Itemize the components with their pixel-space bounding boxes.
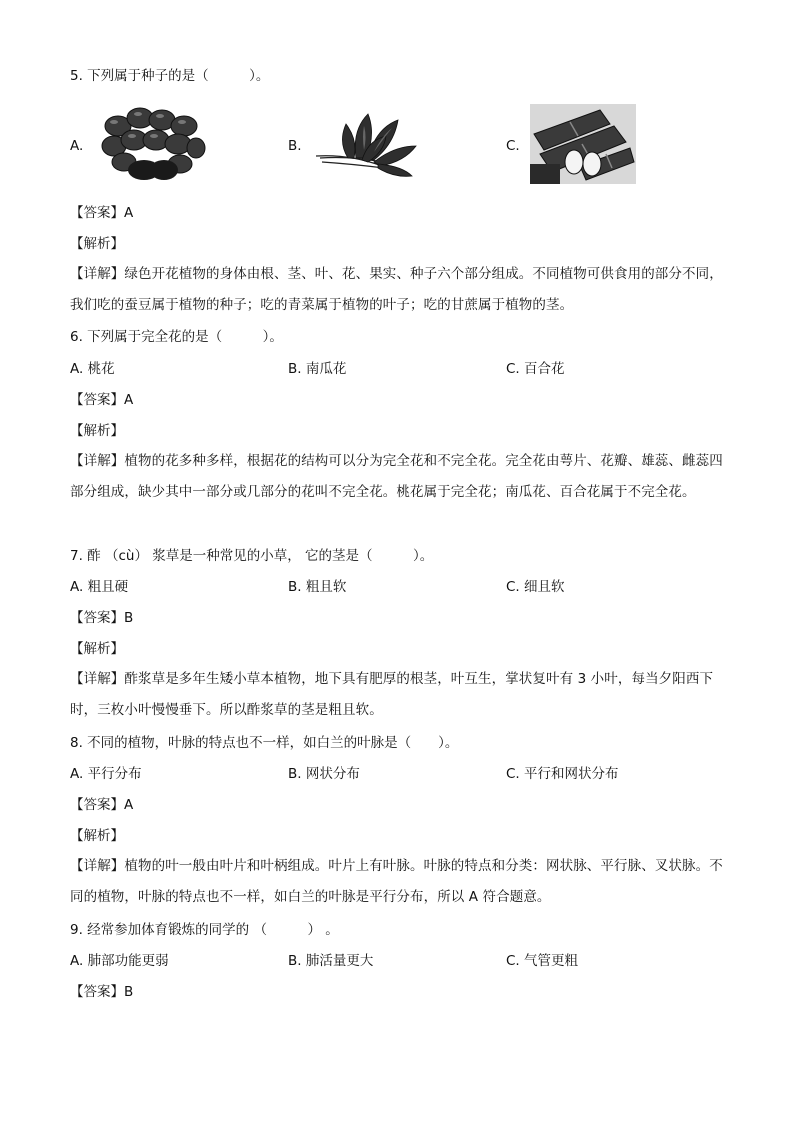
question-5-option-b-letter: B. [288, 138, 302, 154]
answer-value: B [124, 984, 134, 1000]
question-5-answer [70, 203, 133, 223]
answer-tag: 【答案】 [70, 610, 124, 626]
detail-tag: 【详解】 [70, 858, 125, 874]
question-7-analysis-tag: 【解析】 [70, 641, 124, 657]
sugarcane-photo [530, 104, 636, 184]
question-8-analysis-tag: 【解析】 [70, 828, 124, 844]
answer-tag: 【答案】 [70, 392, 124, 408]
question-8-detail [70, 851, 725, 913]
option-letter: A. [70, 579, 84, 595]
question-5-option-c-letter: C. [506, 138, 520, 154]
question-6-stem: 6. 下列属于完全花的是（ ）。 [70, 329, 283, 345]
question-7-option-c [506, 577, 565, 597]
question-6-detail [70, 446, 725, 508]
answer-tag: 【答案】 [70, 797, 124, 813]
question-6-option-c [506, 359, 565, 379]
question-9-option-a [70, 951, 169, 971]
question-6-answer [70, 390, 133, 410]
answer-value: A [124, 797, 134, 813]
option-letter: B. [288, 953, 302, 969]
question-7-option-b [288, 577, 346, 597]
question-7-answer [70, 608, 133, 628]
question-7-detail [70, 664, 725, 726]
detail-text: 酢浆草是多年生矮小草本植物，地下具有肥厚的根茎，叶互生，掌状复叶有 3 小叶，每当夕阳西下时，三枚小叶慢慢垂下。所以酢浆草的茎是粗且软。 [70, 671, 714, 718]
option-text: 气管更粗 [524, 953, 579, 969]
question-9-option-c [506, 951, 578, 971]
question-8-stem: 8. 不同的植物，叶脉的特点也不一样，如白兰的叶脉是（ ）。 [70, 735, 459, 751]
green-vegetable-photo [312, 106, 420, 180]
question-9-option-b [288, 951, 373, 971]
question-7-option-a [70, 577, 128, 597]
answer-value: A [124, 392, 134, 408]
option-letter: B. [288, 579, 302, 595]
question-9-answer [70, 982, 133, 1002]
option-text: 平行和网状分布 [524, 766, 619, 782]
question-8-option-c [506, 764, 619, 784]
question-7-stem: 7. 酢 （cù） 浆草是一种常见的小草， 它的茎是（ ）。 [70, 548, 434, 564]
option-text: 粗且软 [305, 579, 347, 595]
option-letter: C. [506, 361, 520, 377]
detail-text: 植物的花多种多样，根据花的结构可以分为完全花和不完全花。完全花由萼片、花瓣、雄蕊、雌蕊四部分组成，缺少其中一部分或几部分的花叫不完全花。桃花属于完全花；南瓜花、百合花属于不完全花。 [70, 453, 723, 500]
option-text: 平行分布 [87, 766, 142, 782]
option-letter: A. [70, 953, 84, 969]
question-8-answer [70, 795, 133, 815]
option-text: 南瓜花 [305, 361, 347, 377]
detail-tag: 【详解】 [70, 671, 125, 687]
question-8-option-b [288, 764, 360, 784]
option-letter: C. [506, 766, 520, 782]
answer-value: B [124, 610, 134, 626]
question-5-stem: 5. 下列属于种子的是（ ）。 [70, 68, 270, 84]
option-text: 肺部功能更弱 [87, 953, 169, 969]
detail-tag: 【详解】 [70, 453, 125, 469]
option-text: 肺活量更大 [305, 953, 374, 969]
option-letter: C. [506, 579, 520, 595]
detail-text: 植物的叶一般由叶片和叶柄组成。叶片上有叶脉。叶脉的特点和分类：网状脉、平行脉、叉状脉。不同的植物，叶脉的特点也不一样，如白兰的叶脉是平行分布，所以 A 符合题意。 [70, 858, 723, 905]
option-text: 桃花 [87, 361, 115, 377]
broad-beans-photo [100, 104, 206, 184]
answer-tag: 【答案】 [70, 205, 124, 221]
question-8-option-a [70, 764, 142, 784]
option-letter: A. [70, 766, 84, 782]
option-text: 粗且硬 [87, 579, 129, 595]
option-text: 百合花 [524, 361, 565, 377]
question-6-analysis-tag: 【解析】 [70, 423, 124, 439]
answer-tag: 【答案】 [70, 984, 124, 1000]
question-5-option-a-letter: A. [70, 138, 84, 154]
option-letter: A. [70, 361, 84, 377]
answer-value: A [124, 205, 134, 221]
option-letter: C. [506, 953, 520, 969]
question-5-detail [70, 259, 725, 321]
option-letter: B. [288, 361, 302, 377]
option-letter: B. [288, 766, 302, 782]
detail-tag: 【详解】 [70, 266, 125, 282]
detail-text: 绿色开花植物的身体由根、茎、叶、花、果实、种子六个部分组成。不同植物可供食用的部分不同，我们吃的蚕豆属于植物的种子；吃的青菜属于植物的叶子；吃的甘蔗属于植物的茎。 [70, 266, 723, 313]
question-5-analysis-tag: 【解析】 [70, 236, 124, 252]
option-text: 细且软 [524, 579, 565, 595]
question-9-stem: 9. 经常参加体育锻炼的同学的 （ ） 。 [70, 922, 339, 938]
question-6-option-a [70, 359, 115, 379]
question-6-option-b [288, 359, 346, 379]
option-text: 网状分布 [305, 766, 360, 782]
